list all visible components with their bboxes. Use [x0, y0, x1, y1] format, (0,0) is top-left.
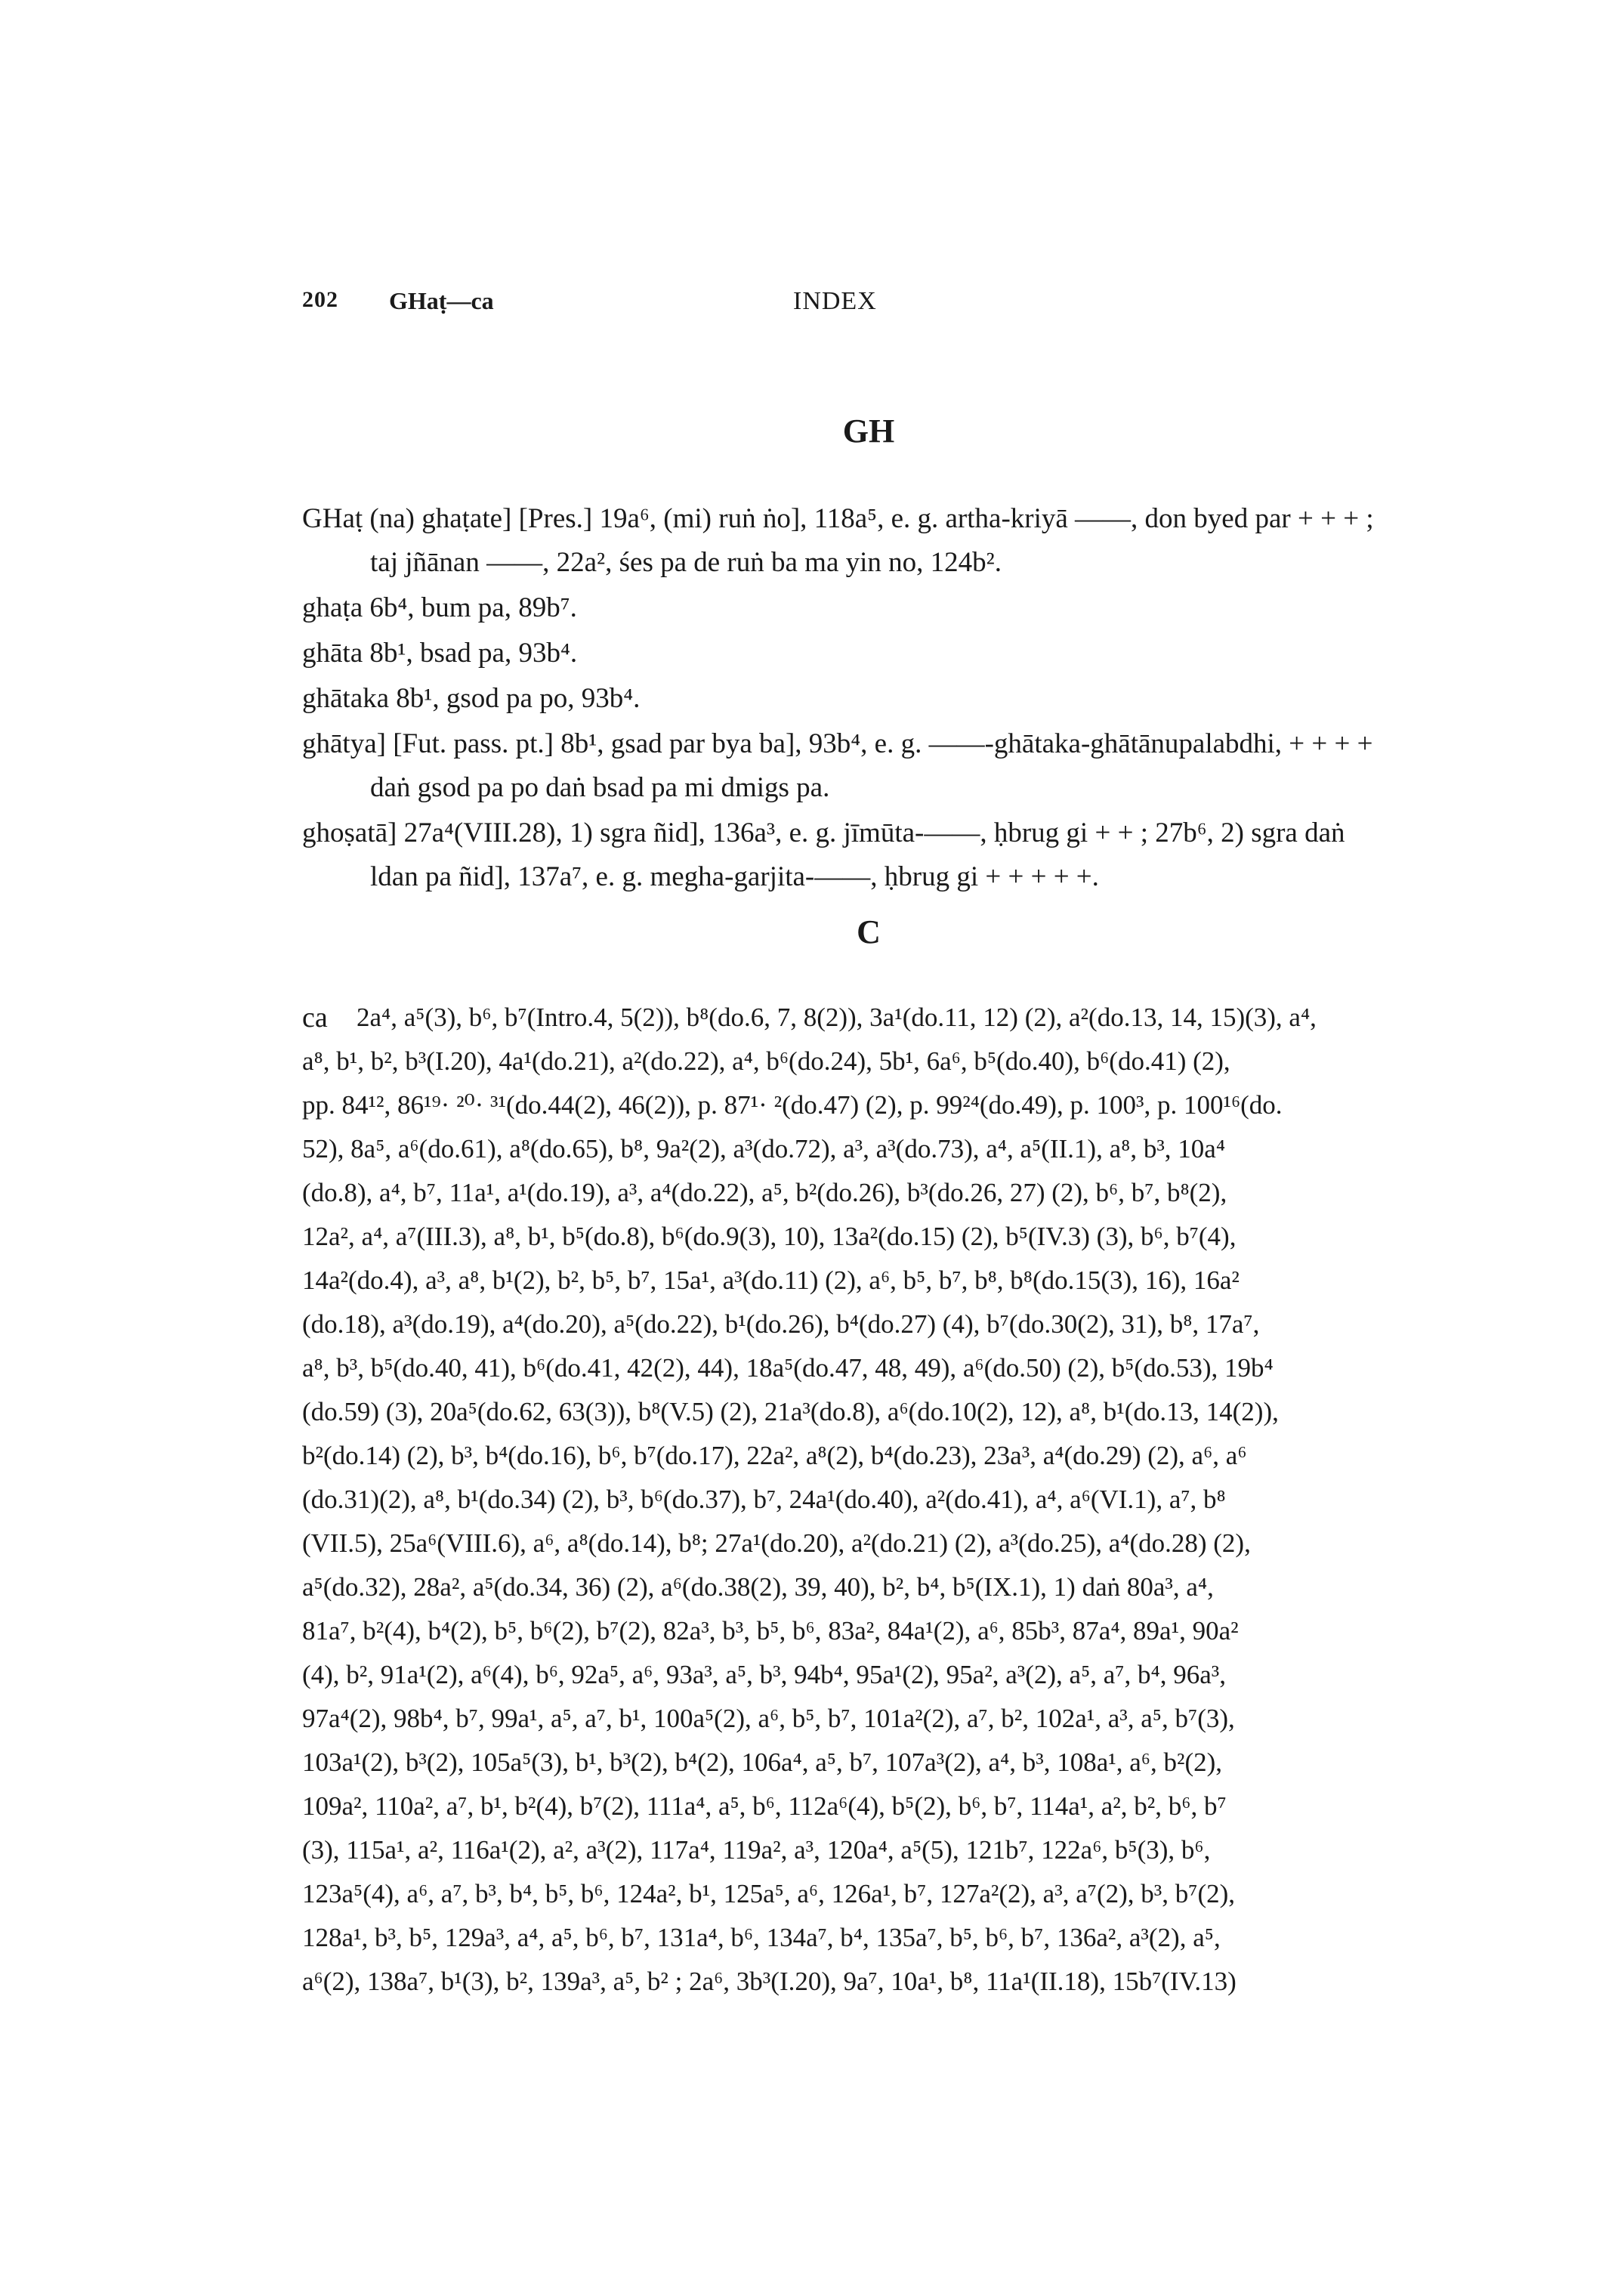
reference-line: a⁸, b³, b⁵(do.40, 41), b⁶(do.41, 42(2), 44), 18a⁵(do.47, 48, 49), a⁶(do.50) (2), b⁵(do.53), 19b⁴: [302, 1353, 1274, 1383]
reference-line: 81a⁷, b²(4), b⁴(2), b⁵, b⁶(2), b⁷(2), 82a³, b³, b⁵, b⁶, 83a², 84a¹(2), a⁶, 85b³, 87a⁴, 89a¹, 90a²: [302, 1616, 1239, 1646]
page-title: INDEX: [793, 287, 877, 315]
reference-line: (3), 115a¹, a², 116a¹(2), a², a³(2), 117a⁴, 119a², a³, 120a⁴, a⁵(5), 121b⁷, 122a⁶, b⁵(3), b⁶,: [302, 1835, 1211, 1865]
reference-line: 97a⁴(2), 98b⁴, b⁷, 99a¹, a⁵, a⁷, b¹, 100a⁵(2), a⁶, b⁵, b⁷, 101a²(2), a⁷, b², 102a¹, a³, a⁵, b⁷(3),: [302, 1704, 1235, 1733]
reference-line: b²(do.14) (2), b³, b⁴(do.16), b⁶, b⁷(do.17), 22a², a⁸(2), b⁴(do.23), 23a³, a⁴(do.29) (2), a⁶, a⁶: [302, 1441, 1247, 1470]
reference-line: 2a⁴, a⁵(3), b⁶, b⁷(Intro.4, 5(2)), b⁸(do.6, 7, 8(2)), 3a¹(do.11, 12) (2), a²(do.13, 14, 15)(3), a⁴,: [357, 1003, 1317, 1032]
section-heading-c: C: [857, 913, 881, 950]
reference-line: 109a², 110a², a⁷, b¹, b²(4), b⁷(2), 111a⁴, a⁵, b⁶, 112a⁶(4), b⁵(2), b⁶, b⁷, 114a¹, a², b², b⁶, b⁷: [302, 1791, 1227, 1821]
reference-line: 103a¹(2), b³(2), 105a⁵(3), b¹, b³(2), b⁴(2), 106a⁴, a⁵, b⁷, 107a³(2), a⁴, b³, 108a¹, a⁶, b²(2),: [302, 1747, 1223, 1777]
index-entry-ghosataa: ghoṣatā] 27a⁴(VIII.28), 1) sgra ñid], 136a³, e. g. jīmūta-——, ḥbrug gi + + ; 27b⁶, 2) sgra daṅ ldan pa ñid], 137a⁷, e. g. megha-garjita-——, ḥbrug gi + + + + +.: [302, 817, 1345, 892]
reference-line: a⁶(2), 138a⁷, b¹(3), b², 139a³, a⁵, b² ; 2a⁶, 3b³(I.20), 9a⁷, 10a¹, b⁸, 11a¹(II.18), 15b⁷(IV.13): [302, 1967, 1237, 1996]
page-number: 202: [302, 287, 338, 312]
section-heading-gh: GH: [842, 413, 895, 450]
running-head: [302, 287, 1382, 325]
headword-ca: ca: [302, 1002, 328, 1034]
index-entry-ghaatya: ghātya] [Fut. pass. pt.] 8b¹, gsad par bya ba], 93b⁴, e. g. ——-ghātaka-ghātānupalabdhi, + + + + daṅ gsod pa po daṅ bsad pa mi dmigs pa.: [302, 728, 1373, 803]
reference-line: (do.18), a³(do.19), a⁴(do.20), a⁵(do.22), b¹(do.26), b⁴(do.27) (4), b⁷(do.30(2), 31), b⁸, 17a⁷,: [302, 1309, 1260, 1339]
reference-line: a⁵(do.32), 28a², a⁵(do.34, 36) (2), a⁶(do.38(2), 39, 40), b², b⁴, b⁵(IX.1), 1) daṅ 80a³, a⁴,: [302, 1572, 1214, 1602]
reference-line: (do.31)(2), a⁸, b¹(do.34) (2), b³, b⁶(do.37), b⁷, 24a¹(do.40), a²(do.41), a⁴, a⁶(VI.1), a⁷, b⁸: [302, 1485, 1226, 1514]
reference-line: 14a²(do.4), a³, a⁸, b¹(2), b², b⁵, b⁷, 15a¹, a³(do.11) (2), a⁶, b⁵, b⁷, b⁸, b⁸(do.15(3), 16), 16a²: [302, 1265, 1240, 1295]
reference-line: (VII.5), 25a⁶(VIII.6), a⁶, a⁸(do.14), b⁸; 27a¹(do.20), a²(do.21) (2), a³(do.25), a⁴(do.28) (2),: [302, 1528, 1251, 1558]
reference-line: 52), 8a⁵, a⁶(do.61), a⁸(do.65), b⁸, 9a²(2), a³(do.72), a³, a³(do.73), a⁴, a⁵(II.1), a⁸, b³, 10a⁴: [302, 1134, 1226, 1163]
entry-range: GHaṭ—ca: [389, 287, 494, 314]
reference-line: a⁸, b¹, b², b³(I.20), 4a¹(do.21), a²(do.22), a⁴, b⁶(do.24), 5b¹, 6a⁶, b⁵(do.40), b⁶(do.41) (2),: [302, 1046, 1230, 1076]
gh-entries: [302, 497, 1390, 899]
index-entry-ghat: GHaṭ (na) ghaṭate] [Pres.] 19a⁶, (mi) ruṅ ṅo], 118a⁵, e. g. artha-kriyā ——, don byed par + + + ; taj jñānan ——, 22a², śes pa de ruṅ ba ma yin no, 124b².: [302, 503, 1374, 578]
reference-line: (4), b², 91a¹(2), a⁶(4), b⁶, 92a⁵, a⁶, 93a³, a⁵, b³, 94b⁴, 95a¹(2), 95a², a³(2), a⁵, a⁷, b⁴, 96a³,: [302, 1660, 1226, 1689]
index-entry-ghata: ghaṭa 6b⁴, bum pa, 89b⁷.: [302, 592, 577, 623]
index-entry-ghaata: ghāta 8b¹, bsad pa, 93b⁴.: [302, 638, 578, 669]
reference-line: pp. 84¹², 86¹⁹· ²⁰· ³¹(do.44(2), 46(2)), p. 87¹· ²(do.47) (2), p. 99²⁴(do.49), p. 100³, p. 100¹⁶(do.: [302, 1090, 1283, 1120]
reference-line: 128a¹, b³, b⁵, 129a³, a⁴, a⁵, b⁶, b⁷, 131a⁴, b⁶, 134a⁷, b⁴, 135a⁷, b⁵, b⁶, b⁷, 136a², a³(2), a⁵,: [302, 1923, 1221, 1952]
index-entry-ghaataka: ghātaka 8b¹, gsod pa po, 93b⁴.: [302, 683, 641, 714]
reference-line: (do.59) (3), 20a⁵(do.62, 63(3)), b⁸(V.5) (2), 21a³(do.8), a⁶(do.10(2), 12), a⁸, b¹(do.13, 14(2)),: [302, 1397, 1279, 1426]
reference-line: 123a⁵(4), a⁶, a⁷, b³, b⁴, b⁵, b⁶, 124a², b¹, 125a⁵, a⁶, 126a¹, b⁷, 127a²(2), a³, a⁷(2), b³, b⁷(2),: [302, 1879, 1236, 1908]
reference-line: (do.8), a⁴, b⁷, 11a¹, a¹(do.19), a³, a⁴(do.22), a⁵, b²(do.26), b³(do.26, 27) (2), b⁶, b⁷, b⁸(2),: [302, 1178, 1227, 1207]
reference-line: 12a², a⁴, a⁷(III.3), a⁸, b¹, b⁵(do.8), b⁶(do.9(3), 10), 13a²(do.15) (2), b⁵(IV.3) (3), b⁶, b⁷(4),: [302, 1222, 1237, 1251]
